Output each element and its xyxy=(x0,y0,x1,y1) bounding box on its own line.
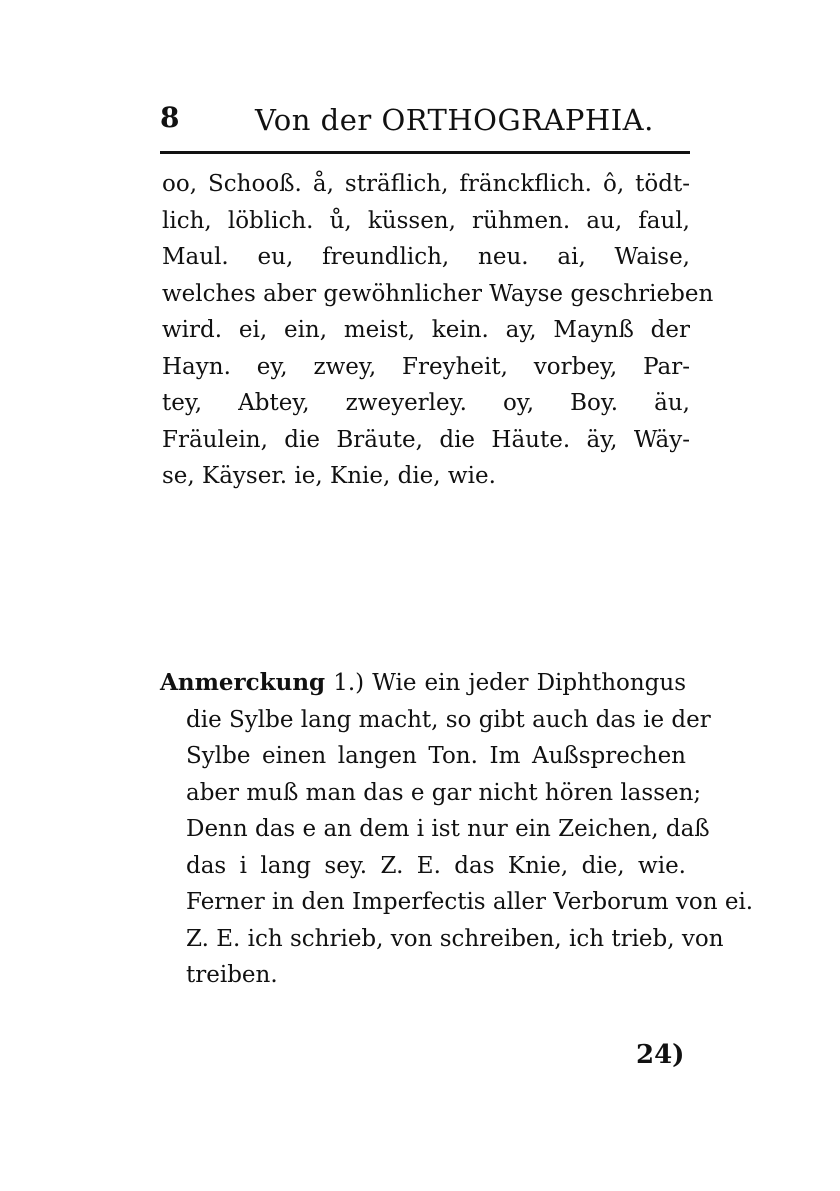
text-line: welches aber gewöhnlicher Wayse geschrieben xyxy=(162,280,714,307)
note-label: Anmerckung xyxy=(160,669,326,696)
note-line: Sylbe einen langen Ton. Im Außsprechen xyxy=(186,743,686,769)
text-line: oo, Schooß. å, sträflich, fränckflich. ô, tödt- xyxy=(162,171,690,197)
note-line: Ferner in den Imperfectis aller Verborum von ei. xyxy=(186,889,754,915)
note-line: die Sylbe lang macht, so gibt auch das ie der xyxy=(186,706,711,733)
note-line: aber muß man das e gar nicht hören lassen; xyxy=(186,779,702,806)
header-rule xyxy=(160,151,690,154)
text-line: Fräulein, die Bräute, die Häute. äy, Wäy- xyxy=(162,426,690,453)
note-first-line-text: 1.) Wie ein jeder Diphthongus xyxy=(333,670,687,696)
note-line: das i lang sey. Z. E. das Knie, die, wie. xyxy=(186,852,686,879)
page-number: 8 xyxy=(160,101,180,134)
text-line: wird. ei, ein, meist, kein. ay, Maynß der xyxy=(162,317,690,343)
text-line: tey, Abtey, zweyerley. oy, Boy. äu, xyxy=(162,390,690,416)
text-line: Maul. eu, freundlich, neu. ai, Waise, xyxy=(162,244,690,270)
running-head: Von der ORTHOGRAPHIA. xyxy=(255,103,654,137)
note-line: Denn das e an dem i ist nur ein Zeichen, daß xyxy=(186,816,710,842)
note-line: Z. E. ich schrieb, von schreiben, ich trieb, von xyxy=(186,925,724,952)
note-first-line xyxy=(160,665,686,702)
text-line: lich, löblich. ů, küssen, rühmen. au, faul, xyxy=(162,207,690,234)
text-line: se, Käyser. ie, Knie, die, wie. xyxy=(162,463,496,489)
catchword: 24) xyxy=(636,1040,685,1070)
text-line: Hayn. ey, zwey, Freyheit, vorbey, Par- xyxy=(162,353,690,380)
annotation-note xyxy=(160,665,754,994)
main-text xyxy=(162,166,714,495)
note-line: treiben. xyxy=(186,962,278,988)
